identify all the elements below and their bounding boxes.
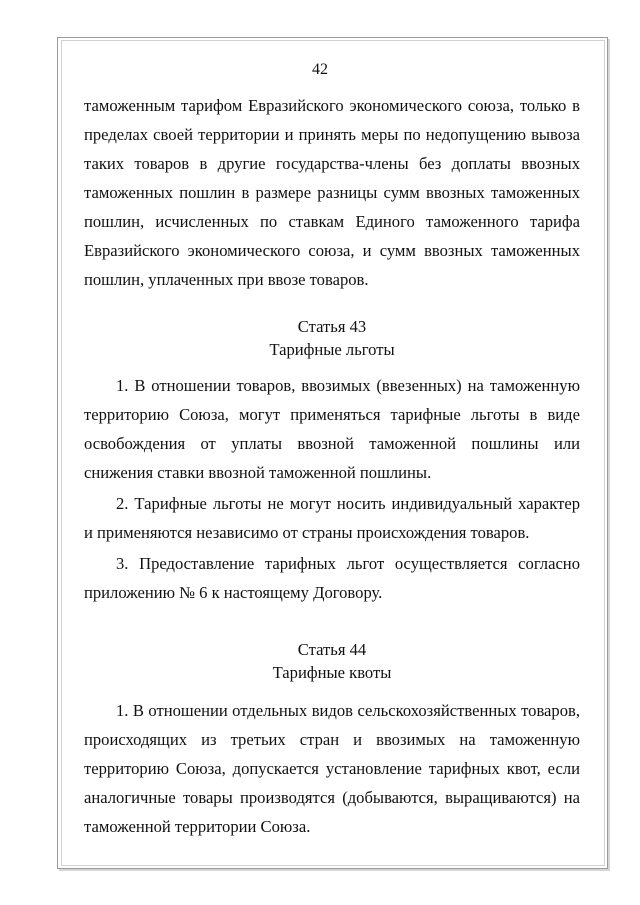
article-43-paragraph-3 — [84, 549, 580, 607]
text-line: пошлин, исчисленных по ставкам Единого таможенного тарифа — [84, 212, 580, 231]
article-44-heading — [84, 638, 580, 684]
text-line: таможенной территории Союза. — [84, 817, 311, 836]
article-43-heading — [84, 315, 580, 361]
article-44-number: Статья 44 — [297, 640, 367, 659]
text-line: аналогичные товары производятся (добываются, выращиваются) на — [84, 788, 580, 807]
article-44-title: Тарифные квоты — [272, 663, 392, 682]
document-body — [84, 91, 580, 841]
text-line: таких товаров в другие государства-члены без доплаты ввозных — [84, 154, 580, 173]
intro-paragraph — [84, 91, 580, 294]
text-line: приложению № 6 к настоящему Договору. — [84, 583, 383, 602]
text-line: ставки ввозной таможенной пошлины. — [157, 463, 432, 482]
article-43-title: Тарифные льготы — [269, 340, 395, 359]
text-line: Евразийского экономического союза, и сумм ввозных таможенных — [84, 241, 580, 260]
text-line: 1. В отношении товаров, ввозимых (ввезенных) на таможенную — [116, 376, 580, 395]
text-line: территорию Союза, допускается установление тарифных квот, если — [84, 759, 580, 778]
text-line: 1. В отношении отдельных видов сельскохозяйственных товаров, — [116, 701, 580, 720]
text-line: 3. Предоставление тарифных льгот осуществляется согласно — [116, 554, 580, 573]
text-line: таможенных пошлин в размере разницы сумм ввозных таможенных — [84, 183, 580, 202]
text-line: таможенным тарифом Евразийского экономического союза, только в — [84, 96, 580, 115]
article-43-paragraph-2 — [84, 489, 580, 547]
text-line: пределах своей территории и принять меры по недопущению вывоза — [84, 125, 580, 144]
text-line: происходящих из третьих стран и ввозимых на таможенную — [84, 730, 580, 749]
text-line: территорию Союза, могут применяться тарифные льготы в виде — [84, 405, 580, 424]
text-line: пошлин, уплаченных при ввозе товаров. — [84, 270, 369, 289]
text-line: освобождения от уплаты ввозной таможенной пошлины или снижения — [84, 434, 580, 482]
article-43-number: Статья 43 — [297, 317, 367, 336]
article-43-paragraph-1 — [84, 371, 580, 487]
text-line: 2. Тарифные льготы не могут носить индивидуальный характер и — [84, 494, 580, 542]
text-line: применяются независимо от страны происхождения товаров. — [97, 523, 530, 542]
page-number: 42 — [312, 61, 328, 78]
article-44-paragraph-1 — [84, 696, 580, 841]
